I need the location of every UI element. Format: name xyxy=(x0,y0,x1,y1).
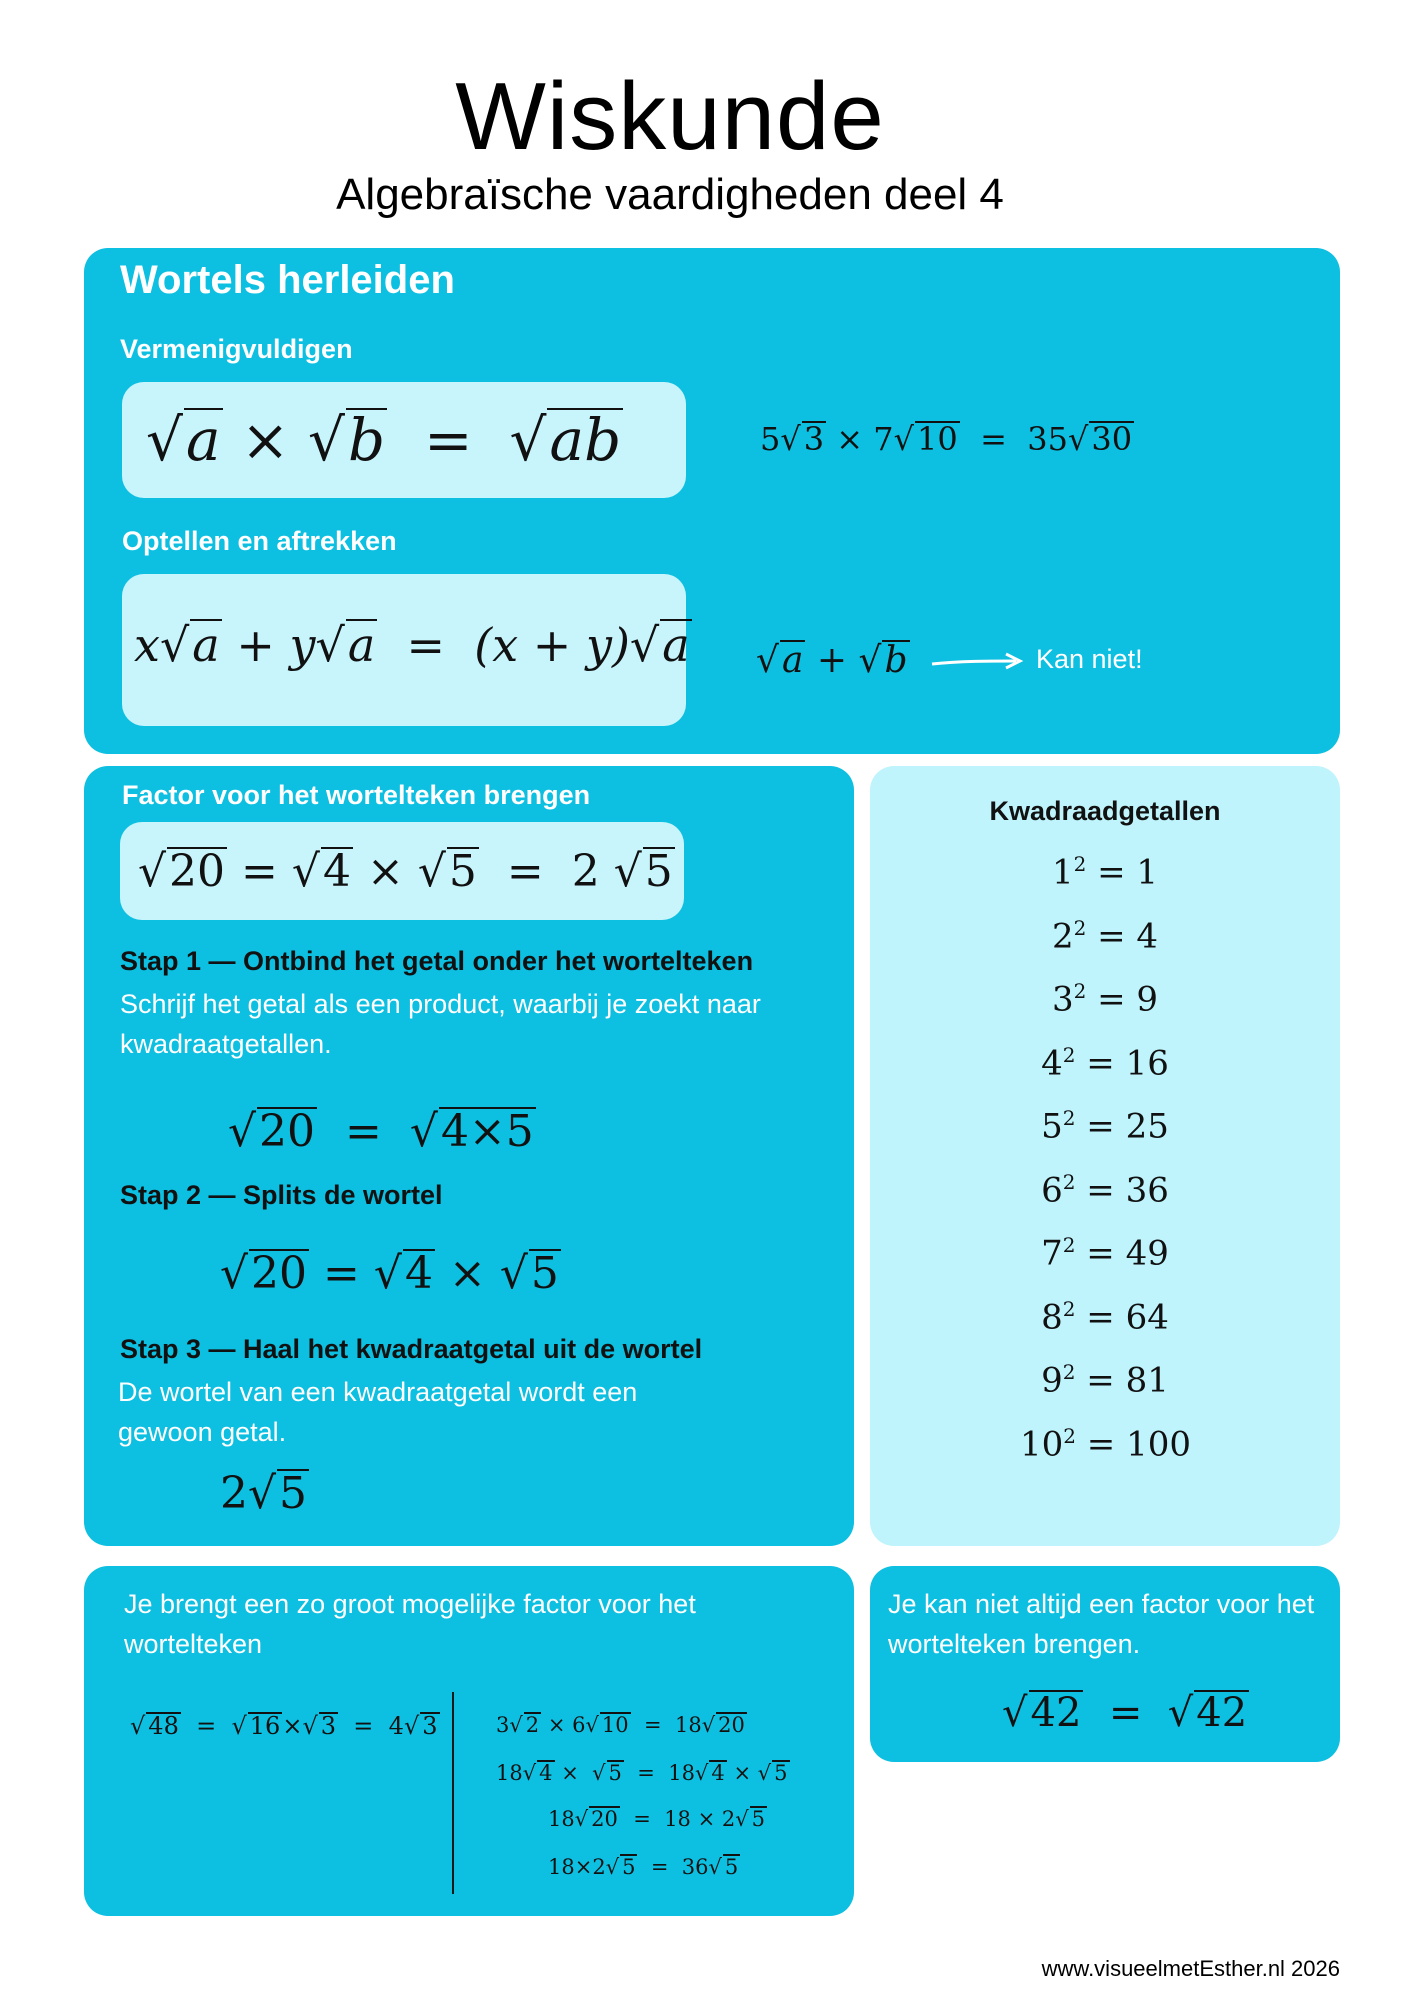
step1-formula: √ 20 = √ 4×5 xyxy=(228,1106,536,1157)
multiply-rule-box xyxy=(122,382,686,498)
step2-formula: √ 20 = √ 4 × √ 5 xyxy=(220,1248,561,1299)
section-wortels-herleiden xyxy=(84,248,1340,754)
section-factor xyxy=(84,766,854,1546)
largest-factor-text: Je brengt een zo groot mogelijke factor voor het wortelteken xyxy=(124,1589,696,1659)
page-title: Wiskunde xyxy=(455,63,885,170)
section-largest-factor xyxy=(84,1566,854,1916)
add-rule-box xyxy=(122,574,690,726)
step3-formula: 2√ 5 xyxy=(220,1468,309,1519)
square-item: $7^2 = 49$ xyxy=(1041,1233,1169,1274)
step1-title: Stap 1 — Ontbind het getal onder het wortelteken xyxy=(120,946,754,976)
square-item: $1^2 = 1$ xyxy=(1051,852,1159,893)
square-item: $3^2 = 9$ xyxy=(1051,979,1159,1020)
square-item: $10^2 = 100$ xyxy=(1020,1423,1192,1464)
page-subtitle: Algebraïsche vaardigheden deel 4 xyxy=(336,170,1004,219)
not-always-text: Je kan niet altijd een factor voor het wortelteken brengen. xyxy=(888,1589,1315,1659)
square-item: $2^2 = 4$ xyxy=(1051,915,1159,956)
add-rule: x√ a + y√ a = (x + y)√ a xyxy=(134,618,692,672)
multiply-example: 5√ 3 × 7√ 10 = 35√ 30 xyxy=(760,420,1134,458)
factor-heading: Factor voor het wortelteken brengen xyxy=(122,780,591,810)
square-item: $5^2 = 25$ xyxy=(1041,1106,1169,1147)
square-item: $8^2 = 64$ xyxy=(1041,1296,1169,1337)
factor-rule-box xyxy=(120,822,684,920)
example-left: √ 48 = √ 16×√ 3 = 4√ 3 xyxy=(130,1712,440,1740)
example-right-line-1: 3√ 2 × 6√ 10 = 18√ 20 xyxy=(496,1712,747,1737)
multiply-rule: √ a × √ b = √ ab xyxy=(146,406,623,474)
example-divider xyxy=(452,1692,454,1894)
square-item: $6^2 = 36$ xyxy=(1041,1169,1169,1210)
add-label: Optellen en aftrekken xyxy=(122,526,397,556)
step2-title: Stap 2 — Splits de wortel xyxy=(120,1180,443,1210)
footer-credit: www.visueelmetEsther.nl 2026 xyxy=(1041,1956,1340,1981)
step3-text: De wortel van een kwadraatgetal wordt een gewoon getal. xyxy=(118,1377,638,1447)
section-heading: Wortels herleiden xyxy=(120,258,455,302)
factor-rule: √ 20 = √ 4 × √ 5 = 2 √ 5 xyxy=(138,846,675,897)
example-right-line-2: 18√ 4 × √ 5 = 18√ 4 × √ 5 xyxy=(496,1760,790,1785)
not-always-formula: √ 42 = √ 42 xyxy=(1002,1690,1249,1736)
counter-note: Kan niet! xyxy=(1036,644,1143,674)
example-right-line-3: 18√ 20 = 18 × 2√ 5 xyxy=(548,1806,767,1831)
square-item: $9^2 = 81$ xyxy=(1041,1360,1169,1401)
add-counter-example: √ a + √ b xyxy=(756,640,910,681)
step1-text: Schrijf het getal als een product, waarbij je zoekt naar kwadraatgetallen. xyxy=(120,989,761,1059)
arrow-right-icon xyxy=(930,652,1024,672)
example-right-line-4: 18×2√ 5 = 36√ 5 xyxy=(548,1854,740,1879)
section-not-always xyxy=(870,1566,1340,1762)
squares-heading: Kwadraadgetallen xyxy=(989,796,1221,826)
step3-title: Stap 3 — Haal het kwadraatgetal uit de wortel xyxy=(120,1334,703,1364)
square-item: $4^2 = 16$ xyxy=(1041,1042,1169,1083)
multiply-label: Vermenigvuldigen xyxy=(120,334,353,364)
